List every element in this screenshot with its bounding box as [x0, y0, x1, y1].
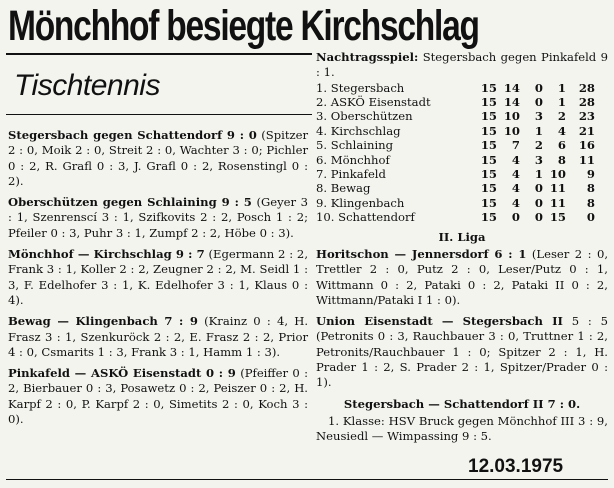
standings-losses: 11	[549, 181, 566, 196]
standings-draws: 3	[534, 152, 543, 167]
standings-losses: 1	[557, 80, 566, 95]
standings-draws: 1	[534, 167, 543, 182]
standings-wins: 14	[503, 95, 520, 109]
standings-points: 11	[578, 152, 595, 167]
standings-draws: 0	[534, 80, 543, 95]
standings-wins: 7	[511, 138, 520, 153]
right-column	[316, 50, 608, 445]
klasse-results: 1. Klasse: HSV Bruck gegen Mönchhof III 3 : 9, Neusiedl — Wimpassing 9 : 5.	[316, 413, 608, 444]
standings-losses: 10	[549, 167, 566, 182]
standings-team: 8. Bewag	[316, 181, 371, 196]
report-body: 5 : 5 (Petronits 0 : 3, Rauchbauer 3 : 0, Truttner 1 : 2, Petronits/Rauchbauer 1 : 0; Spitzer 2 : 1, H. Prader 1 : 2, S. Prader 2 : 1, Spitzer/Prader 0 : 1).	[316, 314, 609, 390]
nachtrag-label: Nachtragsspiel:	[316, 50, 419, 64]
standings-points: 28	[578, 80, 595, 95]
standings-losses: 15	[549, 210, 566, 225]
standings-played: 15	[480, 195, 497, 210]
standings-points: 8	[586, 195, 595, 210]
standings-row	[316, 167, 595, 181]
standings-played: 15	[480, 138, 497, 153]
standings-points: 0	[586, 210, 595, 225]
report-body: (Egermann 2 : 2, Frank 3 : 1, Koller 2 : 2, Zeugner 2 : 2, M. Seidl 1 : 3, F. Edelhofer 3 : 1, K. Edelhofer 3 : 1, Klaus 0 : 4).	[8, 247, 308, 307]
standings-wins: 4	[511, 181, 520, 196]
standings-points: 16	[578, 138, 595, 153]
standings-team: 6. Mönchhof	[316, 152, 390, 167]
report-1	[8, 128, 308, 189]
standings-team: 5. Schlaining	[316, 138, 394, 153]
standings-played: 15	[480, 210, 497, 225]
standings-row	[316, 81, 595, 95]
standings-played: 15	[480, 181, 497, 196]
standings-wins: 10	[503, 109, 520, 124]
standings-points: 28	[578, 95, 595, 109]
report-title: Union Eisenstadt — Stegersbach II	[316, 314, 563, 329]
nachtrag	[316, 50, 608, 81]
standings-points: 9	[586, 167, 595, 182]
standings-played: 15	[480, 80, 497, 95]
standings-losses: 6	[557, 138, 566, 153]
report-body: (Spitzer 2 : 0, Moik 2 : 0, Streit 2 : 0, Wachter 3 : 0; Pichler 0 : 2, R. Grafl 0 : 3, J. Grafl 0 : 2, Rosenstingl 0 : 2).	[8, 128, 308, 188]
report-3	[8, 247, 308, 308]
report-body: (Krainz 0 : 4, H. Frasz 3 : 1, Szenkuröck 2 : 2, E. Frasz 2 : 2, Prior 4 : 0, Csmarits 1 : 3, Frank 3 : 1, Hamm 1 : 3).	[8, 314, 309, 359]
left-column	[8, 128, 308, 427]
standings-team: 9. Klingenbach	[316, 195, 405, 210]
report-title: Horitschon — Jennersdorf 6 : 1	[316, 246, 527, 261]
liga2-report-3: Stegersbach — Schattendorf II 7 : 0.	[343, 396, 581, 411]
standings-table	[316, 81, 595, 225]
standings-row	[316, 109, 595, 123]
standings-row	[316, 138, 595, 152]
standings-row	[316, 124, 595, 138]
standings-wins: 14	[503, 80, 520, 95]
section-title: Tischtennis	[14, 69, 160, 102]
standings-losses: 2	[557, 109, 566, 124]
standings-row	[316, 153, 595, 167]
date-stamp: 12.03.1975	[468, 456, 564, 477]
report-title: Stegersbach gegen Schattendorf 9 : 0	[8, 128, 257, 142]
standings-team: 1. Stegersbach	[316, 80, 405, 95]
report-body: (Geyer 3 : 1, Szenrenscí 3 : 1, Szifkovits 2 : 2, Posch 1 : 2; Pfeiler 0 : 3, Puhr 3 : 1, Zumpf 2 : 2, Höbe 0 : 3).	[8, 195, 309, 240]
standings-draws: 1	[534, 123, 543, 138]
standings-team: 2. ASKÖ Eisenstadt	[316, 95, 431, 109]
standings-played: 15	[480, 152, 497, 167]
standings-losses: 8	[557, 152, 566, 167]
report-body: (Pfeiffer 0 : 2, Bierbauer 0 : 3, Posawetz 0 : 2, Peiszer 0 : 2, H. Karpf 2 : 0, P. Karpf 2 : 0, Simetits 2 : 0, Koch 3 : 0).	[8, 366, 309, 427]
standings-draws: 0	[534, 195, 543, 210]
report-title: Bewag — Klingenbach 7 : 9	[8, 314, 198, 329]
bottom-rule	[6, 479, 608, 480]
liga2-heading: II. Liga	[438, 229, 486, 244]
standings-played: 15	[480, 123, 497, 138]
standings-losses: 1	[557, 95, 566, 109]
liga2-report-2	[316, 314, 608, 390]
standings-team: 4. Kirchschlag	[316, 123, 401, 138]
standings-wins: 4	[511, 195, 520, 210]
report-4	[8, 314, 308, 360]
standings-losses: 4	[557, 123, 566, 138]
headline-rule	[6, 53, 312, 55]
report-body: (Leser 2 : 0, Trettler 2 : 0, Putz 2 : 0, Leser/Putz 0 : 1, Wittmann 0 : 2, Pataki 0 : 2, Pataki II 0 : 2, Wittmann/Pataki I 1 : 0).	[316, 246, 609, 307]
report-5	[8, 366, 308, 427]
standings-row	[316, 210, 595, 224]
standings-row	[316, 196, 595, 210]
nachtrag-text: Stegersbach gegen Pinkafeld 9 : 1.	[316, 50, 608, 80]
report-title: Mönchhof — Kirchschlag 9 : 7	[8, 247, 205, 262]
headline: Mönchhof besiegte Kirchschlag	[8, 2, 479, 50]
standings-row	[316, 95, 595, 109]
standings-team: 7. Pinkafeld	[316, 167, 386, 182]
standings-points: 21	[578, 123, 595, 138]
standings-row	[316, 181, 595, 195]
standings-wins: 4	[511, 152, 520, 167]
standings-team: 3. Oberschützen	[316, 109, 413, 124]
standings-draws: 3	[534, 109, 543, 124]
standings-losses: 11	[549, 195, 566, 210]
report-title: Oberschützen gegen Schlaining 9 : 5	[8, 195, 252, 210]
section-rule	[6, 114, 312, 115]
liga2-report-1	[316, 247, 608, 308]
standings-team: 10. Schattendorf	[316, 210, 415, 225]
standings-wins: 0	[511, 210, 520, 225]
standings-draws: 0	[534, 181, 543, 196]
standings-played: 15	[480, 109, 497, 124]
standings-draws: 0	[534, 95, 543, 109]
standings-draws: 2	[534, 138, 543, 153]
standings-points: 23	[578, 109, 595, 124]
report-title: Pinkafeld — ASKÖ Eisenstadt 0 : 9	[8, 366, 236, 381]
standings-points: 8	[586, 181, 595, 196]
report-2	[8, 195, 308, 241]
standings-wins: 4	[511, 167, 520, 182]
standings-played: 15	[480, 95, 497, 109]
standings-wins: 10	[503, 123, 520, 138]
standings-played: 15	[480, 167, 497, 182]
standings-draws: 0	[534, 210, 543, 225]
